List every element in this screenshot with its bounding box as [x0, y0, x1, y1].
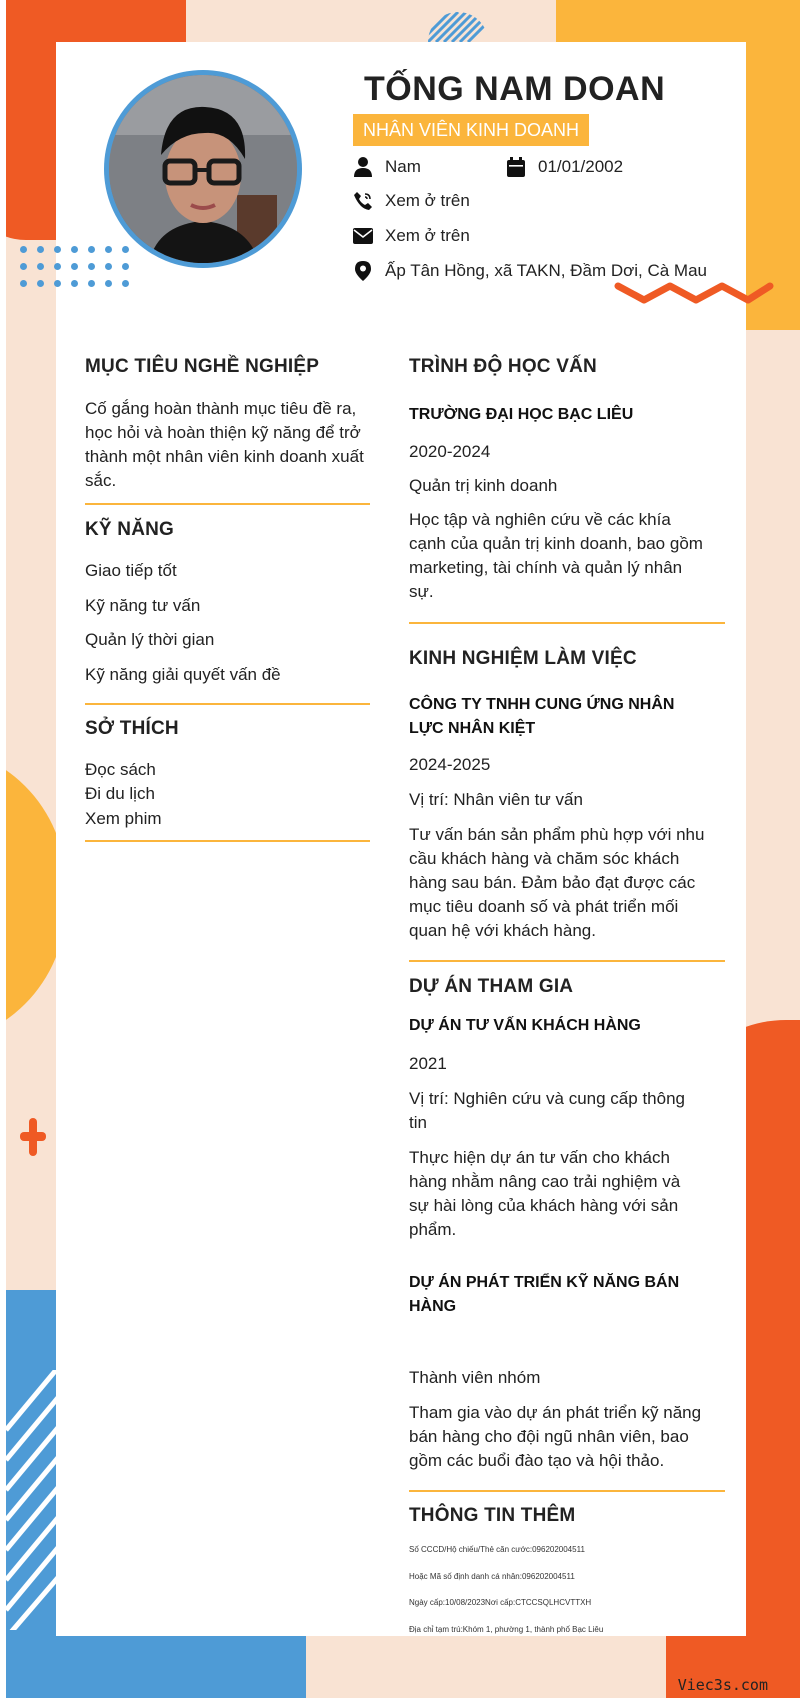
experience-position: Vị trí: Nhân viên tư vấn: [409, 790, 583, 809]
project-name: DỰ ÁN PHÁT TRIỂN KỸ NĂNG BÁN HÀNG: [409, 1274, 680, 1315]
experience-heading: KINH NGHIỆM LÀM VIỆC: [409, 648, 637, 669]
birthdate-row: [506, 157, 623, 177]
job-title-badge: NHÂN VIÊN KINH DOANH: [353, 114, 589, 146]
watermark: Viec3s.com: [677, 1676, 768, 1694]
experience-years: 2024-2025: [409, 755, 491, 774]
email-row: [353, 226, 470, 246]
stripe-semicircle-decoration: [428, 12, 488, 42]
gender-row: [353, 157, 421, 177]
location-pin-icon: [353, 261, 373, 281]
divider: [409, 1490, 725, 1492]
extra-info-line: Ngày cấp:10/08/2023Nơi cấp:CTCCSQLHCVTTXH: [409, 1598, 592, 1607]
hobby-item: Đi du lịch: [85, 784, 155, 803]
skill-item: Giao tiếp tốt: [85, 561, 177, 580]
calendar-icon: [506, 157, 526, 177]
plus-decoration: [20, 1118, 46, 1156]
divider: [409, 622, 725, 624]
extra-info-line: Số CCCD/Hộ chiếu/Thẻ căn cước:096202004511: [409, 1545, 585, 1554]
skill-item: Kỹ năng giải quyết vấn đề: [85, 665, 281, 684]
divider: [409, 960, 725, 962]
hobbies-heading: SỞ THÍCH: [85, 718, 179, 739]
experience-desc: Tư vấn bán sản phẩm phù hợp với nhu cầu khách hàng và chăm sóc khách hàng sau bán. Đảm bảo đạt được các mục tiêu doanh số và phát triển mối quan hệ với khách hàng.: [409, 825, 705, 940]
divider: [85, 840, 370, 842]
project-role: Thành viên nhóm: [409, 1368, 541, 1387]
objective-text: Cố gắng hoàn thành mục tiêu đề ra, học hỏi và hoàn thiện kỹ năng để trở thành một nhân viên kinh doanh xuất sắc.: [85, 399, 364, 490]
email-value: Xem ở trên: [385, 226, 470, 245]
hobby-item: Xem phim: [85, 809, 162, 828]
dot-grid-decoration: [20, 246, 130, 290]
project-desc: Thực hiện dự án tư vấn cho khách hàng nhằm nâng cao trải nghiệm và sự hài lòng của khách hàng với sản phẩm.: [409, 1148, 681, 1239]
hobby-item: Đọc sách: [85, 760, 156, 779]
phone-row: [353, 191, 470, 211]
project-year: 2021: [409, 1054, 447, 1073]
education-desc: Học tập và nghiên cứu về các khía cạnh của quản trị kinh doanh, bao gồm marketing, tài chính và quản lý nhân sự.: [409, 510, 703, 601]
project-role: Vị trí: Nghiên cứu và cung cấp thông tin: [409, 1089, 685, 1132]
education-major: Quản trị kinh doanh: [409, 476, 558, 495]
divider: [85, 503, 370, 505]
objective-heading: MỤC TIÊU NGHỀ NGHIỆP: [85, 356, 320, 377]
gender-value: Nam: [385, 157, 421, 176]
address-row: [353, 261, 707, 281]
education-years: 2020-2024: [409, 442, 491, 461]
projects-heading: DỰ ÁN THAM GIA: [409, 976, 574, 997]
phone-value: Xem ở trên: [385, 191, 470, 210]
divider: [85, 703, 370, 705]
education-heading: TRÌNH ĐỘ HỌC VẤN: [409, 356, 597, 377]
person-icon: [353, 157, 373, 177]
skill-item: Quản lý thời gian: [85, 630, 215, 649]
candidate-name: TỐNG NAM DOAN: [364, 70, 666, 108]
phone-icon: [353, 191, 373, 211]
extra-info-line: Hoặc Mã số định danh cá nhân:096202004511: [409, 1572, 575, 1581]
school-name: TRƯỜNG ĐẠI HỌC BẠC LIÊU: [409, 406, 634, 423]
project-name: DỰ ÁN TƯ VẤN KHÁCH HÀNG: [409, 1017, 641, 1034]
extra-info-heading: THÔNG TIN THÊM: [409, 1505, 576, 1526]
company-name: CÔNG TY TNHH CUNG ỨNG NHÂN LỰC NHÂN KIỆT: [409, 696, 675, 737]
skills-heading: KỸ NĂNG: [85, 519, 175, 540]
avatar: [109, 75, 297, 263]
extra-info-line: Địa chỉ tạm trú:Khóm 1, phường 1, thành phố Bạc Liêu: [409, 1625, 604, 1634]
skill-item: Kỹ năng tư vấn: [85, 596, 201, 615]
birthdate-value: 01/01/2002: [538, 157, 624, 176]
envelope-icon: [353, 226, 373, 246]
project-desc: Tham gia vào dự án phát triển kỹ năng bán hàng cho đội ngũ nhân viên, bao gồm các buổi đào tạo và hội thảo.: [409, 1403, 702, 1470]
address-value: Ấp Tân Hồng, xã TAKN, Đầm Dơi, Cà Mau: [385, 261, 707, 280]
